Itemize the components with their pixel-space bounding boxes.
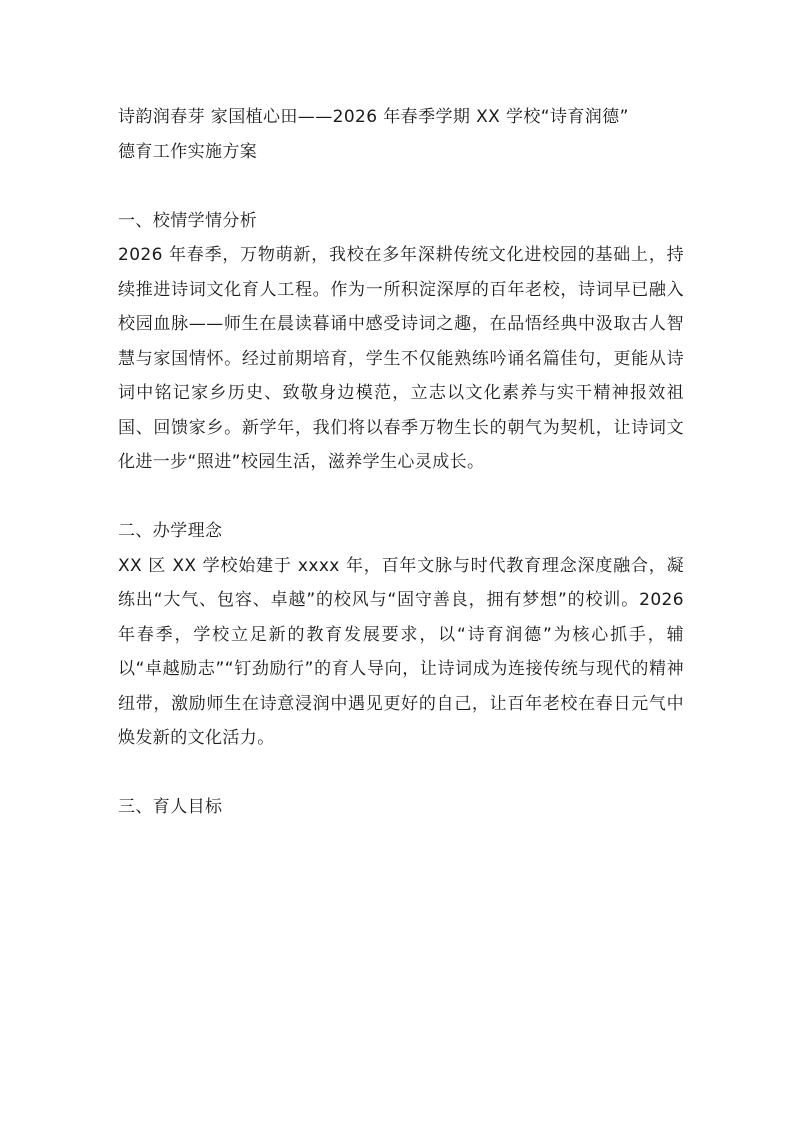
section-heading-analysis: 一、校情学情分析	[118, 210, 258, 231]
section-paragraph-analysis: 2026 年春季，万物萌新，我校在多年深耕传统文化进校园的基础上，持续推进诗词文化育人工程。作为一所积淀深厚的百年老校，诗词早已融入校园血脉——师生在晨读暮诵中感受诗词之趣，在品悟经典中汲取古人智慧与家国情怀。经过前期培育，学生不仅能熟练吟诵名篇佳句，更能从诗词中铭记家乡历史、致敬身边模范，立志以文化素养与实干精神报效祖国、回馈家乡。新学年，我们将以春季万物生长的朝气为契机，让诗词文化进一步“照进”校园生活，滋养学生心灵成长。	[118, 245, 684, 472]
blank-line	[118, 480, 684, 515]
blank-line	[118, 756, 684, 791]
document-title-line-2: 德育工作实施方案	[118, 141, 258, 162]
blank-line	[118, 169, 684, 204]
document-body	[118, 100, 684, 825]
section-heading-philosophy: 二、办学理念	[118, 521, 223, 541]
section-heading-goals: 三、育人目标	[118, 797, 223, 817]
section-paragraph-philosophy: XX 区 XX 学校始建于 xxxx 年，百年文脉与时代教育理念深度融合，凝练出“大气、包容、卓越”的校风与“固守善良，拥有梦想”的校训。2026 年春季，学校立足新的教育发展要求，以“诗育润德”为核心抓手，辅以“卓越励志”“钉劲励行”的育人导向，让诗词成为连接传统与现代的精神纽带，激励师生在诗意浸润中遇见更好的自己，让百年老校在春日元气中焕发新的文化活力。	[118, 555, 684, 748]
document-title-line-1: 诗韵润春芽 家国植心田——2026 年春季学期 XX 学校“诗育润德”	[118, 107, 629, 127]
